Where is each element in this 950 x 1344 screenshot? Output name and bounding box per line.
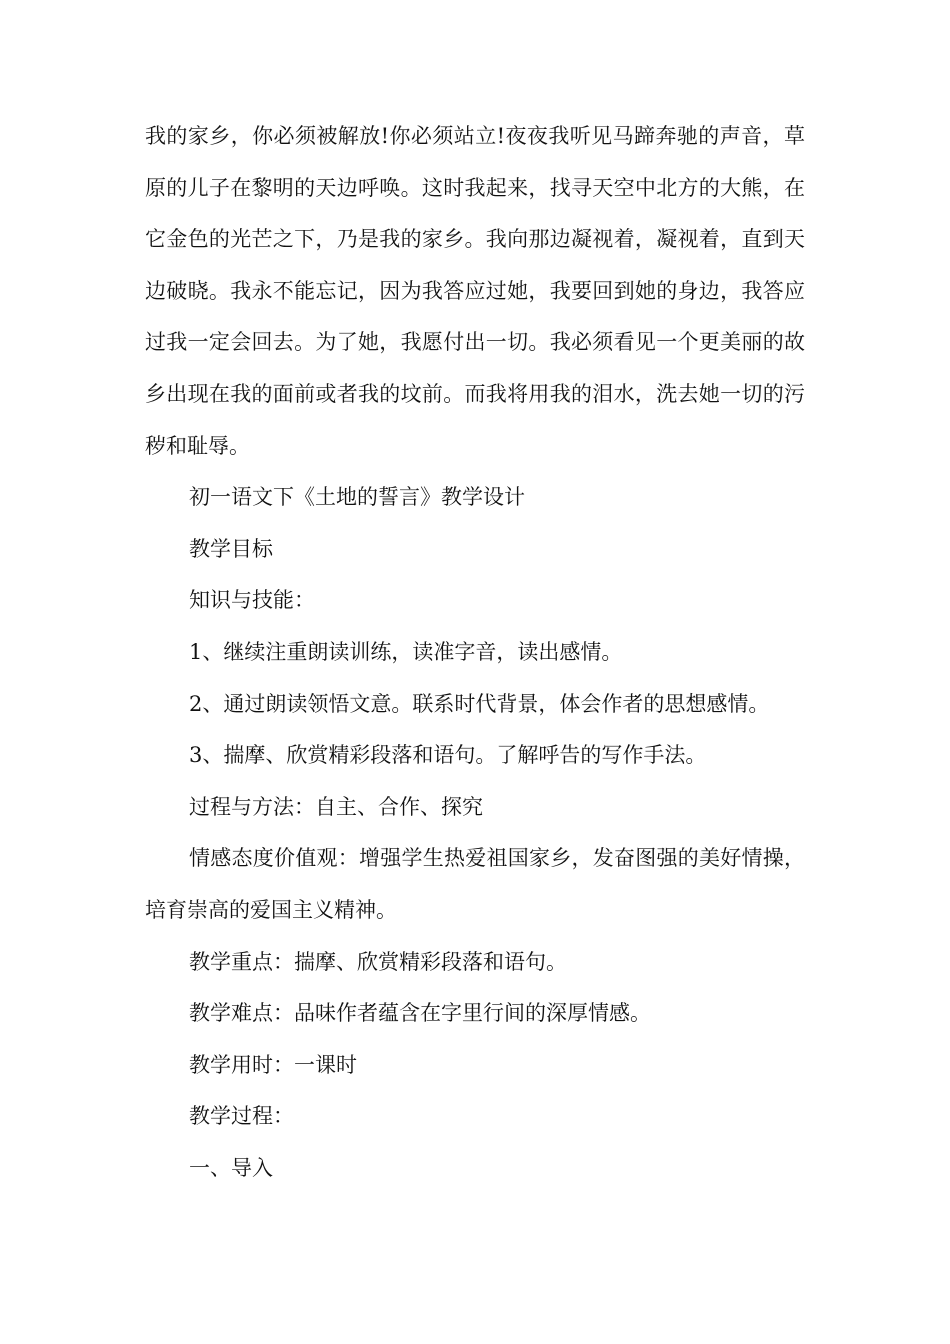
knowledge-item: 2、通过朗读领悟文意。联系时代背景，体会作者的思想感情。: [189, 691, 770, 716]
difficult-point: 教学难点：品味作者蕴含在字里行间的深厚情感。: [189, 1001, 651, 1026]
process-heading: 教学过程：: [189, 1104, 294, 1129]
document-body: [145, 111, 805, 1194]
lesson-title: 初一语文下《土地的誓言》教学设计: [189, 485, 525, 510]
knowledge-item: 1、继续注重朗读训练，读准字音，读出感情。: [189, 639, 623, 664]
knowledge-item: 3、揣摩、欣赏精彩段落和语句。了解呼告的写作手法。: [189, 743, 707, 768]
process-method: 过程与方法：自主、合作、探究: [189, 794, 483, 819]
objectives-heading: 教学目标: [189, 536, 273, 561]
key-point: 教学重点：揣摩、欣赏精彩段落和语句。: [189, 949, 567, 974]
continuation-paragraph: 我的家乡，你必须被解放!你必须站立!夜夜我听见马蹄奔驰的声音，草原的儿子在黎明的天边呼唤。这时我起来，找寻天空中北方的大熊，在它金色的光芒之下，乃是我的家乡。我向那边凝视着，凝视着，直到天边破晓。我永不能忘记，因为我答应过她，我要回到她的身边，我答应过我一定会回去。为了她，我愿付出一切。我必须看见一个更美丽的故乡出现在我的面前或者我的坟前。而我将用我的泪水，洗去她一切的污秽和耻辱。: [145, 124, 805, 458]
section-heading: 一、导入: [189, 1155, 273, 1180]
time-used: 教学用时：一课时: [189, 1052, 357, 1077]
knowledge-heading: 知识与技能：: [189, 588, 315, 613]
emotion-values: 情感态度价值观：增强学生热爱祖国家乡，发奋图强的美好情操，培育崇高的爱国主义精神。: [145, 846, 805, 922]
